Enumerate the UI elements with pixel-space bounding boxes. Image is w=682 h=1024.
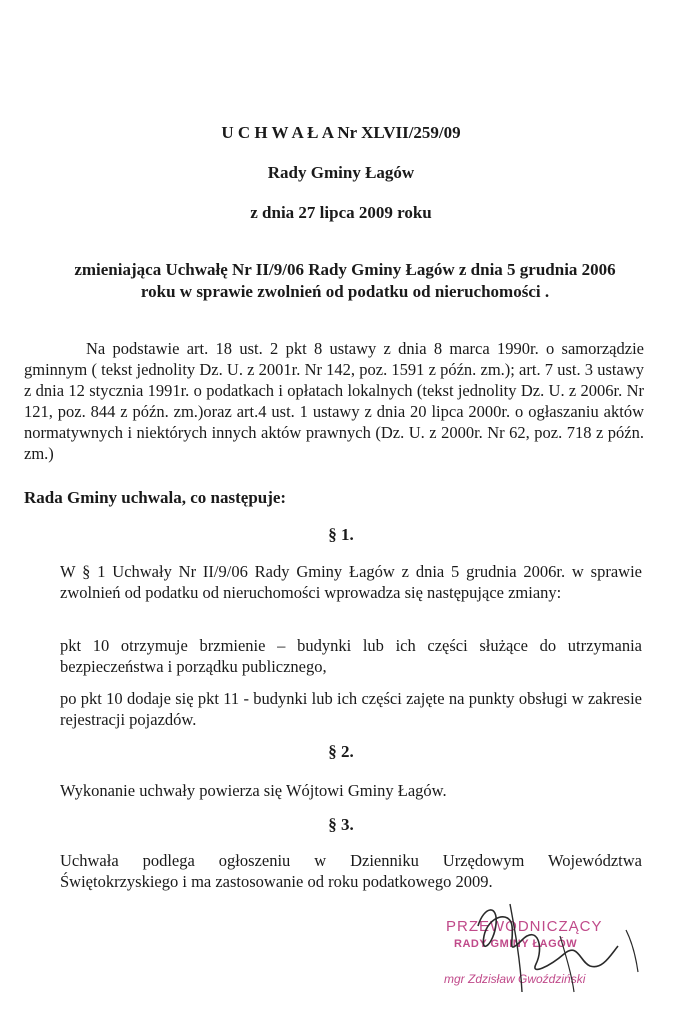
section-2-text: Wykonanie uchwały powierza się Wójtowi Gminy Łagów. — [60, 781, 447, 800]
resolution-date: z dnia 27 lipca 2009 roku — [250, 203, 432, 222]
preamble-text: Na podstawie art. 18 ust. 2 pkt 8 ustawy z dnia 8 marca 1990r. o samorządzie gminnym ( tekst jednolity Dz. U. z 2001r. Nr 142, poz. 1591 z późn. zm.); art. 7 ust. 3 ustawy z dnia 12 stycznia 1991r. o podatkach i opłatach lokalnych (tekst jednolity Dz. U. z 2006r. Nr 121, poz. 844 z późn. zm.)oraz art.4 ust. 1 ustawy z dnia 20 lipca 2000r. o ogłaszaniu aktów normatywnych i niektórych innych aktów prawnych (Dz. U. z 2000r. Nr 62, poz. 718 z późn. zm.) — [24, 339, 644, 463]
section-1-item-1: pkt 10 otrzymuje brzmienie – budynki lub ich części służące do utrzymania bezpieczeństwa i porządku publicznego, — [60, 636, 642, 676]
council-name: Rady Gminy Łagów — [267, 163, 415, 182]
resolution-subject — [40, 259, 650, 303]
section-3-heading: § 3. — [328, 815, 354, 834]
section-1-item-2: po pkt 10 dodaje się pkt 11 - budynki lub ich części zajęte na punkty obsługi w zakresie rejestracji pojazdów. — [60, 689, 642, 729]
section-1-intro: W § 1 Uchwały Nr II/9/06 Rady Gminy Łagów z dnia 5 grudnia 2006r. w sprawie zwolnień od podatku od nieruchomości wprowadza się następujące zmiany: — [60, 562, 642, 602]
subject-line-2: roku w sprawie zwolnień od podatku od nieruchomości . — [140, 282, 550, 301]
section-1-heading: § 1. — [328, 525, 354, 544]
preamble — [24, 338, 644, 464]
stamp-name: mgr Zdzisław Gwoździński — [444, 972, 586, 986]
resolves-heading: Rada Gminy uchwala, co następuje: — [24, 488, 287, 507]
section-2-heading: § 2. — [328, 742, 354, 761]
handwritten-signature — [440, 896, 670, 996]
stamp-council: RADY GMINY ŁAGÓW — [454, 938, 578, 950]
chairman-stamp — [440, 896, 670, 996]
subject-line-1: zmieniająca Uchwałę Nr II/9/06 Rady Gminy Łagów z dnia 5 grudnia 2006 — [74, 260, 616, 279]
section-3-text: Uchwała podlega ogłoszeniu w Dzienniku Urzędowym Województwa Świętokrzyskiego i ma zastosowanie od roku podatkowego 2009. — [60, 851, 642, 891]
stamp-title: PRZEWODNICZĄCY — [446, 918, 603, 935]
resolution-title: U C H W A Ł A Nr XLVII/259/09 — [221, 123, 461, 142]
